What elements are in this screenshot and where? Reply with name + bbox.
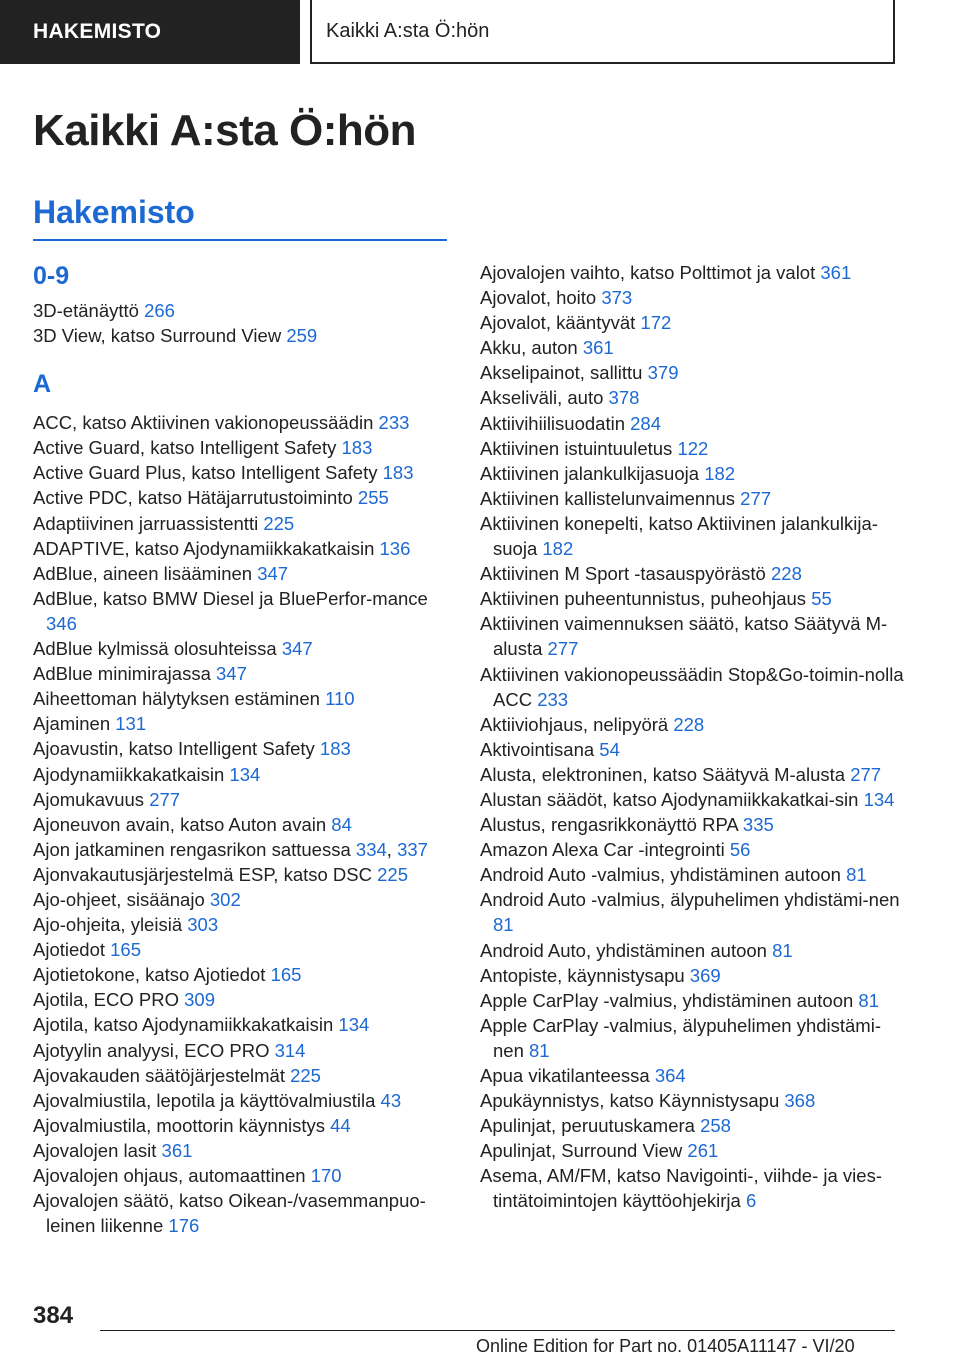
index-entry-label: ACC, katso Aktiivinen vakionopeussäädin	[33, 412, 379, 434]
index-entry	[480, 938, 905, 963]
index-entry-label: Ajovalot, kääntyvät	[480, 312, 641, 334]
index-entry	[480, 963, 905, 988]
index-entry	[480, 561, 905, 586]
index-entry	[480, 712, 905, 737]
index-entry-label: Ajovalojen lasit	[33, 1139, 162, 1161]
index-entry	[33, 1088, 453, 1113]
index-entry	[33, 460, 453, 485]
index-entry-label: Active Guard Plus, katso Intelligent Safety	[33, 462, 383, 484]
index-entry	[33, 686, 453, 711]
page-link[interactable]: 255	[357, 487, 389, 509]
page-link[interactable]: 259	[286, 325, 318, 347]
index-entry	[33, 887, 453, 912]
index-entry-label: Apple CarPlay -valmius, älypuhelimen yhdistämi-nen	[480, 1014, 881, 1061]
page-link[interactable]: 379	[647, 362, 679, 384]
index-entry-label: Aktivointisana	[480, 738, 600, 760]
index-entry	[33, 511, 453, 536]
index-entry	[480, 1138, 905, 1163]
page-link[interactable]: 309	[184, 989, 216, 1011]
index-entry	[33, 962, 453, 987]
page-link[interactable]: 303	[187, 914, 219, 936]
index-entry	[33, 435, 453, 460]
index-entry-label: Ajon jatkaminen rengasrikon sattuessa	[33, 838, 356, 860]
index-entry-label: Aktiivinen jalankulkijasuoja	[480, 462, 705, 484]
page-link[interactable]: 378	[608, 387, 640, 409]
index-entry	[480, 360, 905, 385]
index-entry-label: AdBlue, aineen lisääminen	[33, 562, 258, 584]
index-entry	[33, 661, 453, 686]
index-entry-label: Akku, auton	[480, 337, 583, 359]
index-entry	[480, 887, 905, 937]
index-entry-label: Android Auto -valmius, älypuhelimen yhdistämi-nen	[480, 889, 900, 911]
index-column-right	[480, 260, 905, 1214]
edition-note: Online Edition for Part no. 01405A11147 - VI/20	[476, 1336, 855, 1356]
page-link[interactable]: 277	[547, 638, 579, 660]
index-entry	[33, 561, 453, 586]
index-entry-label: 3D View, katso Surround View	[33, 325, 287, 347]
index-entry-label: Ajovalot, hoito	[480, 287, 602, 309]
index-entry-label: Ajovakauden säätöjärjestelmät	[33, 1064, 291, 1086]
index-group-a-list	[33, 410, 453, 1238]
index-entry-label: Ajodynamiikkakatkaisin	[33, 763, 230, 785]
page-link[interactable]: 225	[290, 1064, 321, 1086]
page-link[interactable]: 183	[341, 437, 373, 459]
page-link[interactable]: 44	[330, 1114, 351, 1136]
page-number: 384	[33, 1302, 74, 1329]
page-link[interactable]: 43	[380, 1089, 402, 1111]
index-entry-label: Asema, AM/FM, katso Navigointi-, viihde- ja vies-tintätoimintojen käyttöohjekirja	[480, 1165, 882, 1212]
index-entry	[480, 837, 905, 862]
index-entry	[33, 711, 453, 736]
index-entry	[480, 385, 905, 410]
index-entry	[33, 410, 453, 435]
index-entry-label: Akseliväli, auto	[480, 387, 609, 409]
page-link[interactable]: 81	[846, 864, 867, 886]
page-link[interactable]: 183	[382, 462, 414, 484]
page-link[interactable]: 347	[257, 562, 289, 584]
page-link[interactable]: 165	[110, 939, 142, 961]
index-entry-label: Apukäynnistys, katso Käynnistysapu	[480, 1090, 785, 1112]
page-link[interactable]: 182	[542, 538, 574, 560]
page-link[interactable]: 266	[144, 300, 175, 321]
page-link[interactable]: 335	[742, 814, 774, 836]
page-link[interactable]: 364	[654, 1065, 686, 1086]
page-link[interactable]: 347	[281, 638, 313, 660]
page-link[interactable]: 134	[229, 763, 261, 785]
index-column-left	[33, 254, 453, 1238]
index-group-heading: 0-9	[33, 262, 70, 290]
page-link[interactable]: 261	[687, 1140, 719, 1162]
index-entry-label: Akselipainot, sallittu	[480, 362, 648, 384]
page-link[interactable]: 183	[319, 738, 351, 760]
page-link[interactable]: 55	[811, 588, 832, 610]
page-link[interactable]: 172	[640, 312, 672, 334]
page-link[interactable]: 337	[397, 838, 428, 860]
index-entry	[33, 762, 453, 787]
index-entry-label: Aktiiviohjaus, nelipyörä	[480, 713, 674, 735]
page-link[interactable]: 346	[46, 612, 77, 634]
breadcrumb: Kaikki A:sta Ö:hön	[310, 0, 895, 64]
index-entry	[480, 737, 905, 762]
index-entry	[33, 1063, 453, 1088]
page-link[interactable]: 369	[689, 964, 721, 986]
page-link[interactable]: 361	[582, 337, 614, 359]
index-entry	[33, 987, 453, 1012]
index-entry-label: Ajomukavuus	[33, 788, 150, 810]
page-link[interactable]: 81	[772, 939, 793, 961]
index-entry-label: Apua vikatilanteessa	[480, 1065, 655, 1086]
index-entry-label: Ajovalojen ohjaus, automaattinen	[33, 1165, 311, 1186]
index-entry-label: Antopiste, käynnistysapu	[480, 964, 690, 986]
page-link[interactable]: 134	[863, 788, 895, 810]
index-entry	[33, 1113, 453, 1138]
index-entry-label: Aktiivinen istuintuuletus	[480, 437, 678, 459]
page-link[interactable]: 228	[673, 713, 705, 735]
page-link[interactable]: 258	[700, 1115, 731, 1137]
page-link[interactable]: 361	[161, 1139, 193, 1161]
page-link[interactable]: 368	[784, 1090, 816, 1112]
index-entry-label: Ajo-ohjeet, sisäänajo	[33, 888, 210, 910]
page-link[interactable]: 165	[270, 964, 302, 986]
index-entry	[33, 298, 453, 323]
index-entry-label: Aktiivihiilisuodatin	[480, 412, 631, 434]
index-entry	[33, 1188, 453, 1238]
page-link[interactable]: 225	[377, 863, 409, 885]
page-link[interactable]: 134	[338, 1014, 370, 1036]
index-entry-label: Active PDC, katso Hätäjarrutustoiminto	[33, 487, 358, 509]
index-entry	[480, 411, 905, 436]
index-entry	[33, 862, 453, 887]
page-link[interactable]: 277	[850, 763, 882, 785]
index-entry-label: Alustus, rengasrikkonäyttö RPA	[480, 814, 743, 836]
page-link[interactable]: 170	[310, 1165, 342, 1186]
page-link[interactable]: 136	[379, 537, 411, 559]
index-entry-label: Ajovalmiustila, moottorin käynnistys	[33, 1114, 331, 1136]
index-entry	[33, 736, 453, 761]
section-tab[interactable]: HAKEMISTO	[0, 0, 300, 64]
page-link[interactable]: 373	[601, 287, 633, 309]
index-entry-label: Ajotiedot	[33, 939, 111, 961]
index-entry	[480, 762, 905, 787]
page-link[interactable]: 81	[529, 1039, 550, 1061]
page-link[interactable]: 334	[355, 838, 387, 860]
section-title: Hakemisto	[33, 194, 195, 230]
page-link[interactable]: 361	[820, 262, 852, 283]
section-divider	[33, 239, 447, 241]
index-entry-label: Ajotila, katso Ajodynamiikkakatkaisin	[33, 1014, 339, 1036]
index-entry	[480, 310, 905, 335]
index-entry	[480, 436, 905, 461]
index-entry	[480, 787, 905, 812]
index-entry	[33, 1012, 453, 1037]
index-entry	[33, 812, 453, 837]
index-entry-label: Android Auto -valmius, yhdistäminen autoon	[480, 864, 847, 886]
page-link[interactable]: 284	[630, 412, 661, 434]
index-entry-label: Alustan säädöt, katso Ajodynamiikkakatkai-sin	[480, 788, 864, 810]
index-group-heading: A	[33, 370, 52, 399]
index-entry-label: Ajo-ohjeita, yleisiä	[33, 914, 188, 936]
index-entry	[480, 335, 905, 360]
index-entry-label: AdBlue kylmissä olosuhteissa	[33, 638, 282, 660]
index-entry-label: Apulinjat, peruutuskamera	[480, 1115, 701, 1137]
index-entry-label: 3D-etänäyttö	[33, 300, 145, 321]
index-entry-label: AdBlue, katso BMW Diesel ja BluePerfor-mance	[33, 587, 428, 609]
index-entry	[33, 1163, 453, 1188]
index-group-09-list	[33, 298, 453, 348]
index-entry-label: Aiheettoman hälytyksen estäminen	[33, 688, 326, 710]
index-entry-label: Active Guard, katso Intelligent Safety	[33, 437, 342, 459]
index-entry	[33, 636, 453, 661]
index-entry-label: Adaptiivinen jarruassistentti	[33, 512, 264, 534]
index-entry: Ajon jatkaminen rengasrikon sattuessa 334, 337	[33, 838, 428, 860]
index-entry	[480, 586, 905, 611]
index-entry	[33, 536, 453, 561]
index-entry-label: Alusta, elektroninen, katso Säätyvä M-alusta	[480, 763, 851, 785]
footer-divider	[100, 1330, 895, 1331]
index-entry	[33, 1138, 453, 1163]
index-group-a-continued-list	[480, 260, 905, 1214]
index-entry	[480, 260, 905, 285]
index-entry	[33, 912, 453, 937]
index-entry-label: Apple CarPlay -valmius, yhdistäminen autoon	[480, 989, 859, 1011]
index-entry-label: Aktiivinen kallistelunvaimennus	[480, 487, 741, 509]
page-link[interactable]: 56	[729, 839, 751, 861]
index-entry-label: Ajovalojen säätö, katso Oikean-/vasemmanpuo-leinen liikenne	[33, 1190, 426, 1237]
index-entry-label: Aktiivinen vakionopeussäädin Stop&Go-toimin-nolla ACC	[480, 663, 904, 710]
index-entry-label: Ajoavustin, katso Intelligent Safety	[33, 738, 320, 760]
index-entry	[33, 1038, 453, 1063]
page-link[interactable]: 81	[858, 989, 879, 1011]
index-entry	[480, 1088, 905, 1113]
page-link[interactable]: 228	[771, 563, 802, 585]
index-entry-label: Ajovalojen vaihto, katso Polttimot ja valot	[480, 262, 821, 283]
index-entry	[33, 586, 453, 636]
index-entry-label: ADAPTIVE, katso Ajodynamiikkakatkaisin	[33, 537, 380, 559]
index-entry-label: Android Auto, yhdistäminen autoon	[480, 939, 773, 961]
page-title: Kaikki A:sta Ö:hön	[33, 106, 416, 155]
page-link[interactable]: 277	[149, 788, 181, 810]
page-link[interactable]: 182	[704, 462, 736, 484]
index-entry	[480, 988, 905, 1013]
index-entry-label: Aktiivinen konepelti, katso Aktiivinen jalankulkija-suoja	[480, 512, 878, 560]
page-link[interactable]: 277	[740, 487, 772, 509]
index-entry	[480, 611, 905, 661]
index-entry-label: Ajotyylin analyysi, ECO PRO	[33, 1039, 275, 1061]
page-link[interactable]: 54	[599, 738, 620, 760]
index-entry	[480, 862, 905, 887]
index-entry	[33, 787, 453, 812]
page-link[interactable]: 84	[331, 813, 352, 835]
index-entry-label: Ajotila, ECO PRO	[33, 989, 185, 1011]
page-link[interactable]: 6	[745, 1190, 757, 1212]
index-entry-label: Ajovalmiustila, lepotila ja käyttövalmiustila	[33, 1089, 381, 1111]
page-link[interactable]: 131	[115, 713, 147, 735]
page-link[interactable]: 302	[209, 888, 241, 910]
index-entry	[33, 323, 453, 348]
index-entry	[480, 662, 905, 712]
index-entry	[480, 1113, 905, 1138]
index-entry-label: AdBlue minimirajassa	[33, 663, 217, 685]
index-entry-label: Aktiivinen puheentunnistus, puheohjaus	[480, 588, 812, 610]
page-link[interactable]: 176	[168, 1215, 200, 1237]
index-entry	[480, 511, 905, 561]
page-link[interactable]: 225	[263, 512, 295, 534]
index-entry	[33, 485, 453, 510]
page-link[interactable]: 233	[378, 412, 410, 434]
index-entry-label: Ajotietokone, katso Ajotiedot	[33, 964, 271, 986]
index-entry-label: Amazon Alexa Car -integrointi	[480, 839, 730, 861]
page-link[interactable]: 314	[274, 1039, 306, 1061]
page-link[interactable]: 347	[216, 663, 247, 685]
index-entry	[480, 1163, 905, 1213]
page-link[interactable]: 110	[325, 688, 355, 710]
index-entry	[480, 1013, 905, 1063]
index-entry	[480, 812, 905, 837]
index-entry	[480, 285, 905, 310]
index-entry-label: Ajaminen	[33, 713, 116, 735]
index-entry	[480, 461, 905, 486]
index-entry	[33, 937, 453, 962]
index-entry-label: Aktiivinen M Sport -tasauspyörästö	[480, 563, 771, 585]
page-link[interactable]: 233	[537, 688, 569, 710]
page-link[interactable]: 122	[677, 437, 709, 459]
index-entry	[480, 486, 905, 511]
index-entry-label: Apulinjat, Surround View	[480, 1140, 688, 1162]
page-link[interactable]: 81	[493, 914, 514, 936]
index-entry-label: Ajonvakautusjärjestelmä ESP, katso DSC	[33, 863, 378, 885]
index-entry	[480, 1063, 905, 1088]
index-entry-label: Ajoneuvon avain, katso Auton avain	[33, 813, 332, 835]
index-entry-label: Aktiivinen vaimennuksen säätö, katso Säätyvä M-alusta	[480, 613, 888, 660]
